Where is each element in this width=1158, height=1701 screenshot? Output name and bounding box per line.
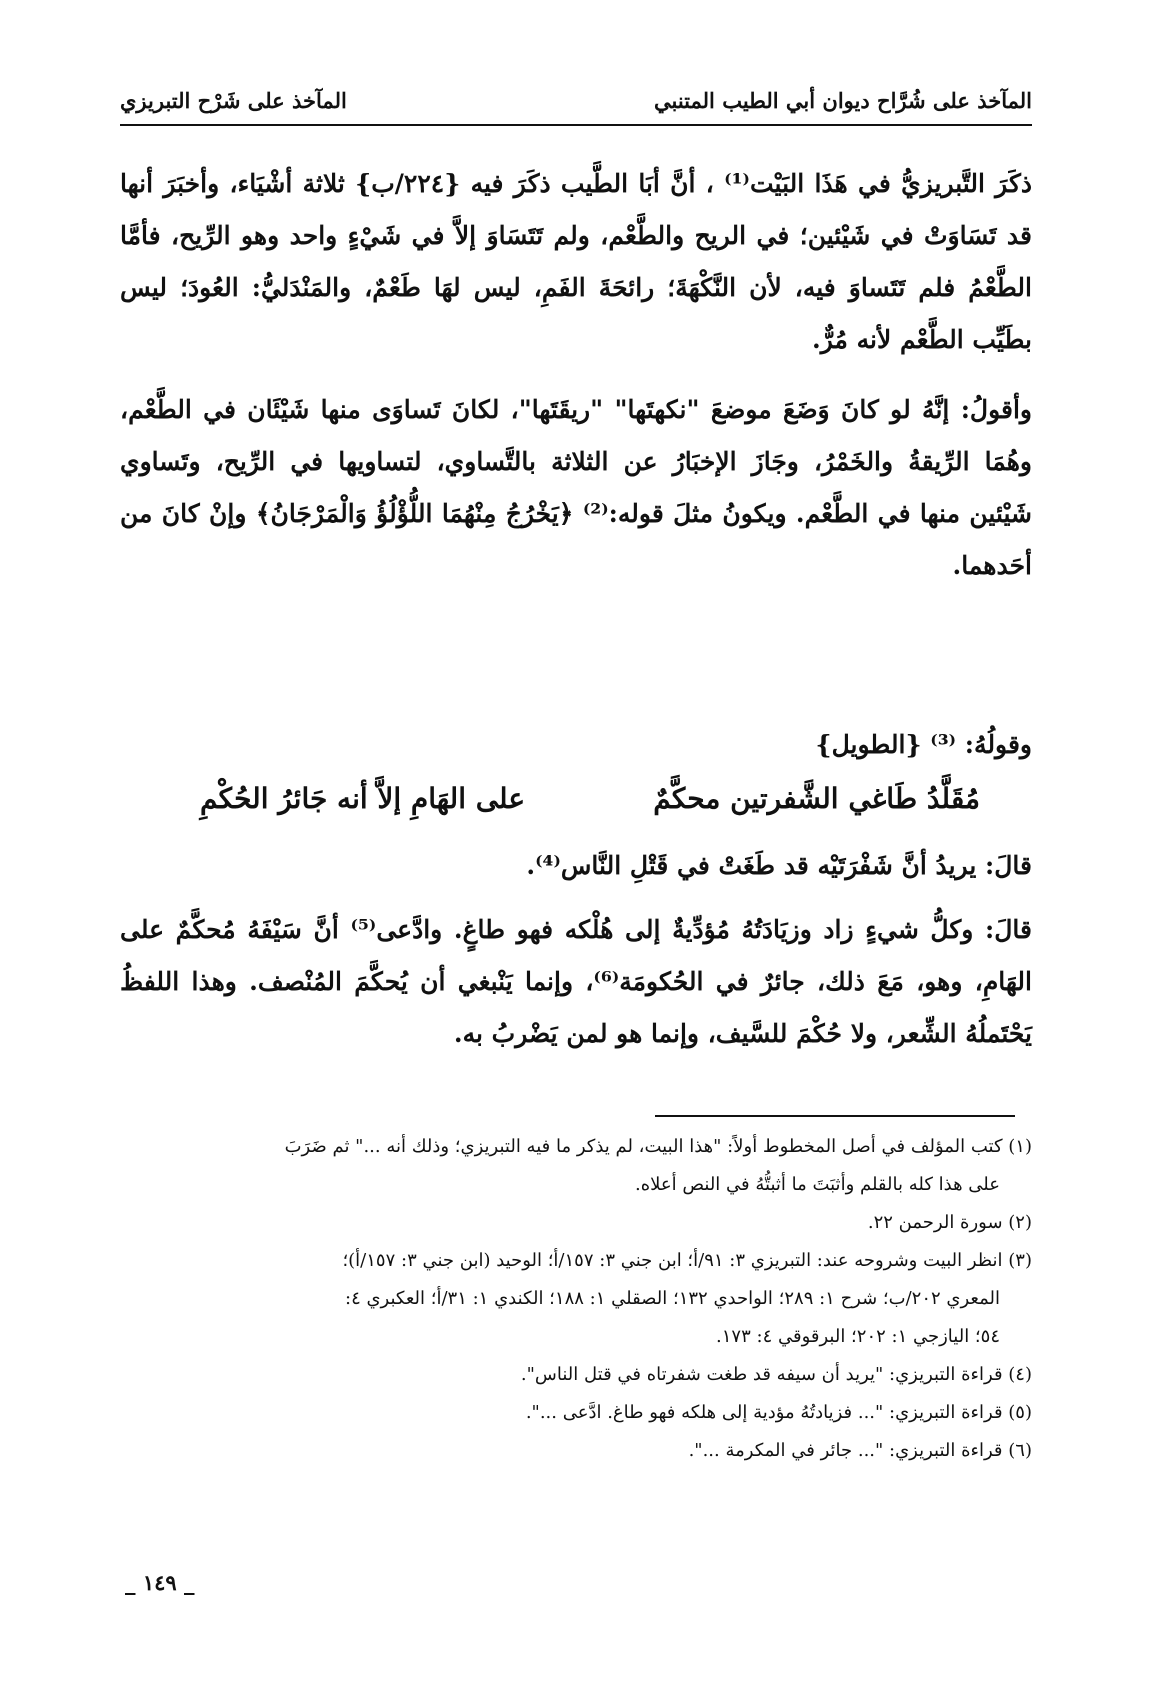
footnote-line: (١) كتب المؤلف في أصل المخطوط أولاً: "هذا البيت، لم يذكر ما فيه التبريزي؛ وذلك أنه ..." ثم ضَرَبَ xyxy=(284,1136,1032,1157)
paragraph-2-text: إنَّهُ لو كانَ وَضَعَ موضعَ "نكهتَها" "ريقَتَها"، لكانَ تَساوَى منها شَيْئَان في الطَّعْم، وهُمَا الرِّيقةُ والخَمْرُ، وجَازَ الإخبَارُ عن الثلاثة بالتَّساوي، لتساويها في الرِّيح، وتَساوي شَيْئين منها في الطَّعْم. ويكونُ مثلَ قوله:⁽²⁾ xyxy=(120,395,1032,528)
running-header xyxy=(120,80,1032,120)
footnote-line: (٦) قراءة التبريزي: "... جائر في المكرمة ...". xyxy=(688,1440,1032,1461)
footnote-line: (٢) سورة الرحمن ٢٢. xyxy=(867,1212,1032,1233)
footnote-line: (٤) قراءة التبريزي: "يريد أن سيفه قد طغت شفرتاه في قتل الناس". xyxy=(520,1364,1032,1385)
commentary-2-text: وكلُّ شيءٍ زاد وزيَادَتُهُ مُؤدِّيةٌ إلى هُلْكه فهو طاغٍ. وادَّعى⁽⁵⁾ أنَّ سَيْفَهُ مُحكَّمٌ على الهَامِ، وهو، مَعَ ذلك، جائرٌ في الحُكومَة⁽⁶⁾، وإنما يَنْبغي أن يُحكَّمَ المُنْصف. وهذا اللفظُ يَحْتَملُهُ الشِّعر، ولا حُكْمَ للسَّيف، وإنما هو لمن يَضْربُ به. xyxy=(120,915,1032,1048)
commentary xyxy=(120,840,1032,1060)
footnote-line: (٣) انظر البيت وشروحه عند: التبريزي ٣: ٩١/أ؛ ابن جني ٣: ١٥٧/أ؛ الوحيد (ابن جني ٣: ١٥٧/أ)؛ xyxy=(342,1250,1032,1271)
verse-hemistich-right: مُقَلَّدُ طَاغي الشَّفرتين محكَّمٌ xyxy=(653,782,980,815)
page-number: _ ١٤٩ _ xyxy=(125,1570,195,1595)
main-text xyxy=(120,158,1032,592)
paragraph-2-end: وإنْ كانَ من أحَدهما. xyxy=(120,499,1032,580)
commentary-2-lead: قالَ: xyxy=(985,915,1032,944)
footnote-line: (٥) قراءة التبريزي: "... فزيادتُهُ مؤدية إلى هلكه فهو طاغ. ادَّعى ...". xyxy=(525,1402,1032,1423)
footnote-rule xyxy=(655,1115,1015,1117)
paragraph-1: ذكَرَ التَّبريزيُّ في هَذَا البَيْت⁽¹⁾ ، أنَّ أبَا الطَّيب ذكَرَ فيه {٢٢٤/ب} ثلاثة أشْيَاء، وأخبَرَ أنها قد تَسَاوَتْ في شَيْئين؛ في الريح والطَّعْم، ولم تَتَسَاوَ إلاَّ في شَيْءٍ واحد وهو الرِّيح، فأمَّا الطَّعْمُ فلم تَتَساوَ فيه، لأن النَّكْهَةَ؛ رائحَةَ الفَمِ، ليس لهَا طَعْمٌ، والمَنْدَليُّ: العُودَ؛ ليس بطَيِّب الطَّعْم لأنه مُرٌّ. xyxy=(120,169,1033,354)
header-rule xyxy=(120,124,1032,126)
paragraph-2 xyxy=(120,384,1032,592)
header-book-title: المآخذ على شُرَّاح ديوان أبي الطيب المتنبي xyxy=(654,87,1032,113)
footnote-line: المعري ٢٠٢/ب؛ شرح ١: ٢٨٩؛ الواحدي ١٣٢؛ الصقلي ١: ١٨٨؛ الكندي ١: ٣١/أ؛ العكبري ٤: xyxy=(344,1288,1000,1309)
paragraph-2-lead: وأقولُ: xyxy=(960,395,1032,424)
verse-intro: وقولُهُ: ⁽³⁾ {الطويل} xyxy=(815,730,1032,759)
commentary-1-text: يريدُ أنَّ شَفْرَتَيْه قد طَغَتْ في قَتْلِ النَّاس⁽⁴⁾. xyxy=(526,851,977,880)
verse-hemistich-left: على الهَامِ إلاَّ أنه جَائرُ الحُكْمِ xyxy=(200,782,526,815)
commentary-2 xyxy=(120,904,1032,1060)
verse-line xyxy=(200,782,980,815)
header-section-title: المآخذ على شَرْح التبريزي xyxy=(120,87,347,113)
footnote-line: على هذا كله بالقلم وأثبَتَ ما أثبتُّهُ في النص أعلاه. xyxy=(634,1174,1000,1195)
commentary-1 xyxy=(120,840,1032,892)
quran-quote: ﴿يَخْرُجُ مِنْهُمَا اللُّؤْلُؤُ وَالْمَرْجَانُ﴾ xyxy=(255,499,574,528)
commentary-1-lead: قالَ: xyxy=(985,851,1032,880)
footnotes xyxy=(120,1128,1032,1470)
footnote-line: ٥٤؛ اليازجي ١: ٢٠٢؛ البرقوقي ٤: ١٧٣. xyxy=(716,1326,1000,1347)
